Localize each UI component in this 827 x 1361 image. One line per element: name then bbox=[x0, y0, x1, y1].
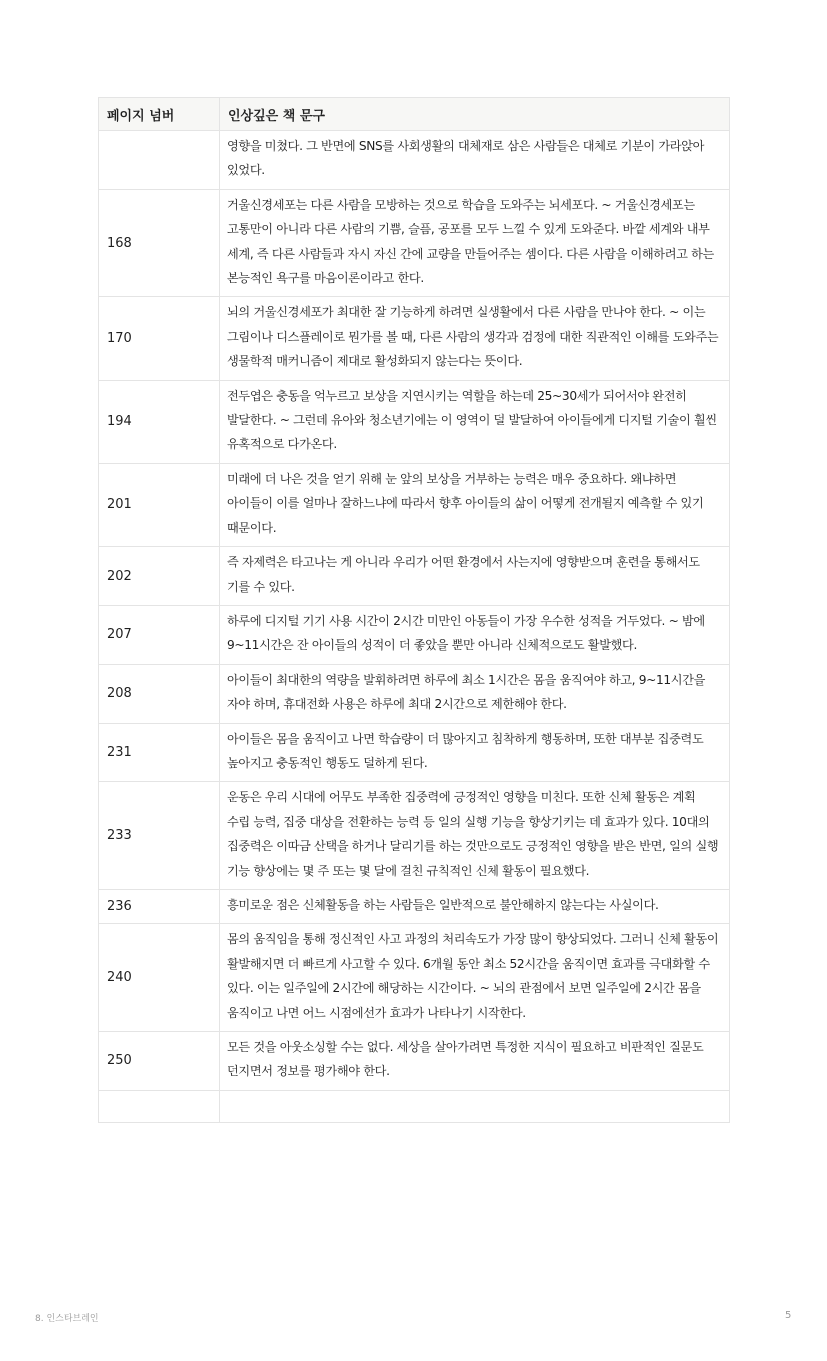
page-number-cell: 231 bbox=[99, 723, 220, 782]
page-number-cell: 170 bbox=[99, 297, 220, 380]
table-header-row bbox=[99, 98, 730, 131]
page-number-cell: 194 bbox=[99, 380, 220, 463]
page-number-cell: 240 bbox=[99, 924, 220, 1032]
quote-cell: 몸의 움직임을 통해 정신적인 사고 과정의 처리속도가 가장 많이 향상되었다. 그러니 신체 활동이 활발해지면 더 빠르게 사고할 수 있다. 6개월 동안 최소 52시간을 움직이면 효과를 극대화할 수 있다. 이는 일주일에 2시간에 해당하는 시간이다. ~ 뇌의 관점에서 보면 일주일에 2시간 몸을 움직이고 나면 어느 시점에선가 효과가 나타나기 시작한다. bbox=[220, 924, 730, 1032]
table-row bbox=[99, 605, 730, 664]
table-row bbox=[99, 924, 730, 1032]
empty-table-row bbox=[99, 1090, 730, 1122]
table-row bbox=[99, 131, 730, 190]
page-number-cell: 201 bbox=[99, 463, 220, 546]
table-row bbox=[99, 380, 730, 463]
table-row bbox=[99, 889, 730, 923]
table-row bbox=[99, 547, 730, 606]
table-row bbox=[99, 723, 730, 782]
quote-cell: 전두엽은 충동을 억누르고 보상을 지연시키는 역할을 하는데 25~30세가 되어서야 완전히 발달한다. ~ 그런데 유아와 청소년기에는 이 영역이 덜 발달하여 아이들에게 디지털 기술이 훨씬 유혹적으로 다가온다. bbox=[220, 380, 730, 463]
page-number-cell: 202 bbox=[99, 547, 220, 606]
quotes-table-container bbox=[98, 97, 730, 1123]
quote-cell: 거울신경세포는 다른 사람을 모방하는 것으로 학습을 도와주는 뇌세포다. ~ 거울신경세포는 고통만이 아니라 다른 사람의 기쁨, 슬픔, 공포를 모두 느낄 수 있게 도와준다. 바깥 세계와 내부 세계, 즉 다른 사람들과 자시 자신 간에 교량을 만들어주는 셈이다. 다른 사람을 이해하려고 하는 본능적인 욕구를 마음이론이라고 한다. bbox=[220, 189, 730, 297]
header-page-number: 페이지 넘버 bbox=[99, 98, 220, 131]
quote-cell: 영향을 미쳤다. 그 반면에 SNS를 사회생활의 대체재로 삼은 사람들은 대체로 기분이 가라앉아 있었다. bbox=[220, 131, 730, 190]
table-row bbox=[99, 189, 730, 297]
table-row bbox=[99, 664, 730, 723]
page-number-cell: 207 bbox=[99, 605, 220, 664]
quote-cell: 흥미로운 점은 신체활동을 하는 사람들은 일반적으로 불안해하지 않는다는 사실이다. bbox=[220, 889, 730, 923]
quote-cell: 아이들은 몸을 움직이고 나면 학습량이 더 많아지고 침착하게 행동하며, 또한 대부분 집중력도 높아지고 충동적인 행동도 덜하게 된다. bbox=[220, 723, 730, 782]
page-number-cell: 236 bbox=[99, 889, 220, 923]
quote-cell: 미래에 더 나은 것을 얻기 위해 눈 앞의 보상을 거부하는 능력은 매우 중요하다. 왜냐하면 아이들이 이를 얼마나 잘하느냐에 따라서 향후 아이들의 삶이 어떻게 전개될지 예측할 수 있기 때문이다. bbox=[220, 463, 730, 546]
quote-cell: 하루에 디지털 기기 사용 시간이 2시간 미만인 아동들이 가장 우수한 성적을 거두었다. ~ 밤에 9~11시간은 잔 아이들의 성적이 더 좋았을 뿐만 아니라 신체적으로도 활발했다. bbox=[220, 605, 730, 664]
quote-cell: 운동은 우리 시대에 어무도 부족한 집중력에 긍정적인 영향을 미친다. 또한 신체 활동은 계획 수립 능력, 집중 대상을 전환하는 능력 등 일의 실행 기능을 향상기키는 데 효과가 있다. 10대의 집중력은 이따금 산택을 하거나 달리기를 하는 것만으로도 긍정적인 영향을 받은 반면, 일의 실행 기능 향상에는 몇 주 또는 몇 달에 걸친 규칙적인 신체 활동이 필요했다. bbox=[220, 782, 730, 890]
table-row bbox=[99, 782, 730, 890]
table-row bbox=[99, 297, 730, 380]
footer-page-number: 5 bbox=[785, 1310, 792, 1321]
empty-page-cell bbox=[99, 1090, 220, 1122]
header-quote: 인상깊은 책 문구 bbox=[220, 98, 730, 131]
table-row bbox=[99, 1032, 730, 1091]
footer-book-title: 8. 인스타브레인 bbox=[35, 1314, 99, 1324]
empty-quote-cell bbox=[220, 1090, 730, 1122]
quote-cell: 아이들이 최대한의 역량을 발휘하려면 하루에 최소 1시간은 몸을 움직여야 하고, 9~11시간을 자야 하며, 휴대전화 사용은 하루에 최대 2시간으로 제한해야 한다. bbox=[220, 664, 730, 723]
page-number-cell: 233 bbox=[99, 782, 220, 890]
quote-cell: 즉 자제력은 타고나는 게 아니라 우리가 어떤 환경에서 사는지에 영향받으며 훈련을 통해서도 기를 수 있다. bbox=[220, 547, 730, 606]
page-number-cell bbox=[99, 131, 220, 190]
page-number-cell: 168 bbox=[99, 189, 220, 297]
quote-cell: 모든 것을 아웃소싱할 수는 없다. 세상을 살아가려면 특정한 지식이 필요하고 비판적인 질문도 던지면서 정보를 평가해야 한다. bbox=[220, 1032, 730, 1091]
table-row bbox=[99, 463, 730, 546]
page-number-cell: 250 bbox=[99, 1032, 220, 1091]
quotes-table bbox=[98, 97, 730, 1123]
quote-cell: 뇌의 거울신경세포가 최대한 잘 기능하게 하려면 실생활에서 다른 사람을 만나야 한다. ~ 이는 그림이나 디스플레이로 뭔가를 볼 때, 다른 사람의 생각과 검정에 대한 직관적인 이해를 도와주는 생물학적 매커니즘이 제대로 활성화되지 않는다는 뜻이다. bbox=[220, 297, 730, 380]
page-number-cell: 208 bbox=[99, 664, 220, 723]
